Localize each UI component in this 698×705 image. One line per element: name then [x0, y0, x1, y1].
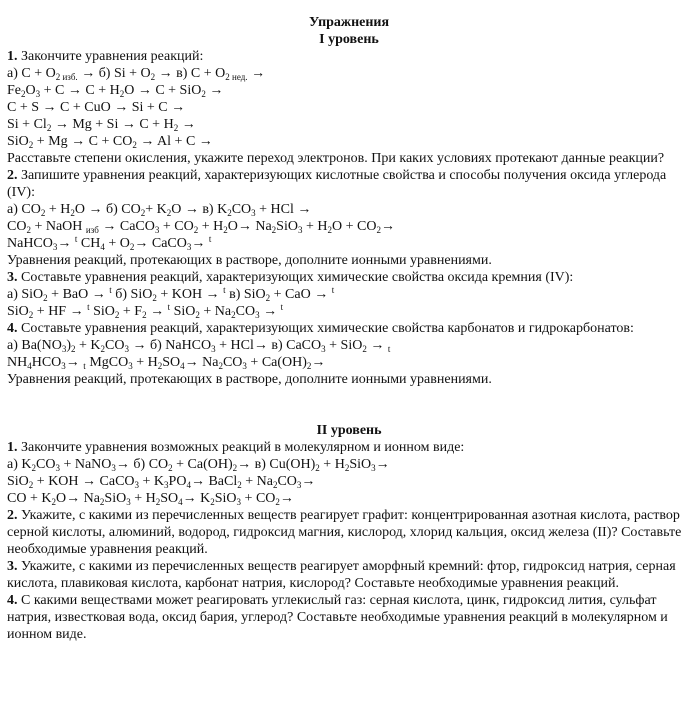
l1-task2-note: Уравнения реакций, протекающих в растворе, дополните ионными уравнениями. [7, 253, 492, 268]
formula-line: а) $Ba(NO_3)_2 + K_2CO_3 \to б$) NaHCO$_3$ + HCl→ в) CaCO$_3$ + SiO$_2$ → $_t$ [7, 338, 391, 354]
worksheet-title: Упражнения [308, 15, 390, 30]
l1-task2-number: 2. [7, 168, 18, 183]
l2-task2-number: 2. [7, 508, 18, 523]
l1-task1-heading [7, 48, 691, 65]
formula-line: а) $K_2CO_3$ + NaNO$_3$→ б) $CO_2 + Ca(OH)_2\to в$) $Cu(OH)_2 + H_2SiO_3\to$ [7, 457, 390, 473]
l2-task3 [7, 558, 691, 592]
formula-line: SiO$_2$ + HF → $^t$ $SiO_2 + F_2 \to ^t$ $SiO_2 + Na_2CO_3 \to ^t$ [7, 302, 284, 320]
l2-task1-heading [7, 439, 691, 456]
l1-task2-heading [7, 167, 691, 201]
l2-task3-text: Укажите, с какими из перечисленных веществ реагирует аморфный кремний: фтор, гидроксид натрия, серная кислота, плавиковая кислота, карбонат натрия, кислород? Составьте необходимые уравнения реакций. [7, 559, 676, 591]
level-2-heading: II уровень [316, 423, 382, 438]
l1-task4-number: 4. [7, 321, 18, 336]
l2-task1-text: Закончите уравнения возможных реакций в молекулярном и ионном виде: [17, 440, 465, 455]
formula-line: а) SiO$_2$ + BaO → $^t$ б) SiO$_2$ + KOH → $^t$ в) SiO$_2$ + CaO → $^t$ [7, 285, 335, 303]
l2-task2 [7, 507, 691, 558]
l1-task3-number: 3. [7, 270, 18, 285]
l1-task1-instruction: Расставьте степени окисления, укажите переход электронов. При каких условиях протекают данные реакции? [7, 151, 665, 166]
formula-line: $Si + Cl_2 \to Mg + Si \to C + H_2$ → [7, 117, 196, 133]
formula-line: $SiO_2 + Mg \to C + CO_2 \to Al + C$ → [7, 134, 213, 150]
l1-task1-number: 1. [7, 49, 18, 64]
l1-task1-text: Закончите уравнения реакций: [17, 49, 204, 64]
l2-task2-text: Укажите, с какими из перечисленных веществ реагирует графит: концентрированная азотная кислота, раствор серной кислоты, алюминий, водород, гидроксид магния, кислород, хлорид кальция, оксид железа (II)? Составьте необходимые уравнения реакций. [7, 508, 682, 557]
formula-line: CO + $K_2O\to Na_2SiO_3 + H_2SO_4\to K_2SiO_3 + CO_2\to$ [7, 491, 294, 507]
level-1-heading: I уровень [319, 32, 379, 47]
l1-task4-text: Составьте уравнения реакций, характеризующих химические свойства карбонатов и гидрокарбонатов: [17, 321, 634, 336]
formula-line: а) $C + O_{2 изб.} \to б$) $Si + O_2 \to в$) $C + O_{2 нед.}$ → [7, 66, 266, 82]
formula-line: $NH_4HCO_3\to _t$ MgCO$_3$ + $H_2SO_4\to Na_2CO_3 + Ca(OH)_2\to$ [7, 355, 326, 371]
formula-line: C + S → C + CuO → Si + C → [7, 100, 186, 115]
l1-task3-heading [7, 269, 691, 286]
l1-task4-note: Уравнения реакций, протекающих в растворе, дополните ионными уравнениями. [7, 372, 492, 387]
formula-line: SiO$_2$ + KOH → CaCO$_3$ + $K_3PO_4\to$ BaCl$_2$ + $Na_2CO_3\to$ [7, 474, 316, 490]
formula-line: $Fe_2O_3 + C \to C + H_2O \to C + SiO_2$ → [7, 83, 224, 99]
formula-line: NaHCO$_3$→ $^t$ $CH_4 + O_2\to$ CaCO$_3$→ $^t$ [7, 234, 212, 252]
formula-line: $CO_2$ + NaOH $_{изб}$ → CaCO$_3$ + $CO_2 + H_2O\to Na_2SiO_3 + H_2O + CO_2\to$ [7, 219, 395, 235]
formula-line: а) $CO_2 + H_2O \to б$) $CO_2+ K_2O \to в$) $K_2CO_3$ + HCl → [7, 202, 312, 218]
section-spacer [7, 388, 691, 422]
l1-task3-text: Составьте уравнения реакций, характеризующих химические свойства оксида кремния (IV): [17, 270, 574, 285]
l2-task1-number: 1. [7, 440, 18, 455]
l2-task4-number: 4. [7, 593, 18, 608]
l1-task4-heading [7, 320, 691, 337]
l2-task4 [7, 592, 691, 643]
worksheet-page [7, 14, 691, 643]
l1-task2-text: Запишите уравнения реакций, характеризующих кислотные свойства и способы получения оксида углерода (IV): [7, 168, 667, 200]
l2-task3-number: 3. [7, 559, 18, 574]
l2-task4-text: С какими веществами может реагировать углекислый газ: серная кислота, цинк, гидроксид лития, сульфат натрия, известковая вода, оксид бария, углерод? Составьте необходимые уравнения реакций в молекулярном и ионном виде. [7, 593, 668, 642]
